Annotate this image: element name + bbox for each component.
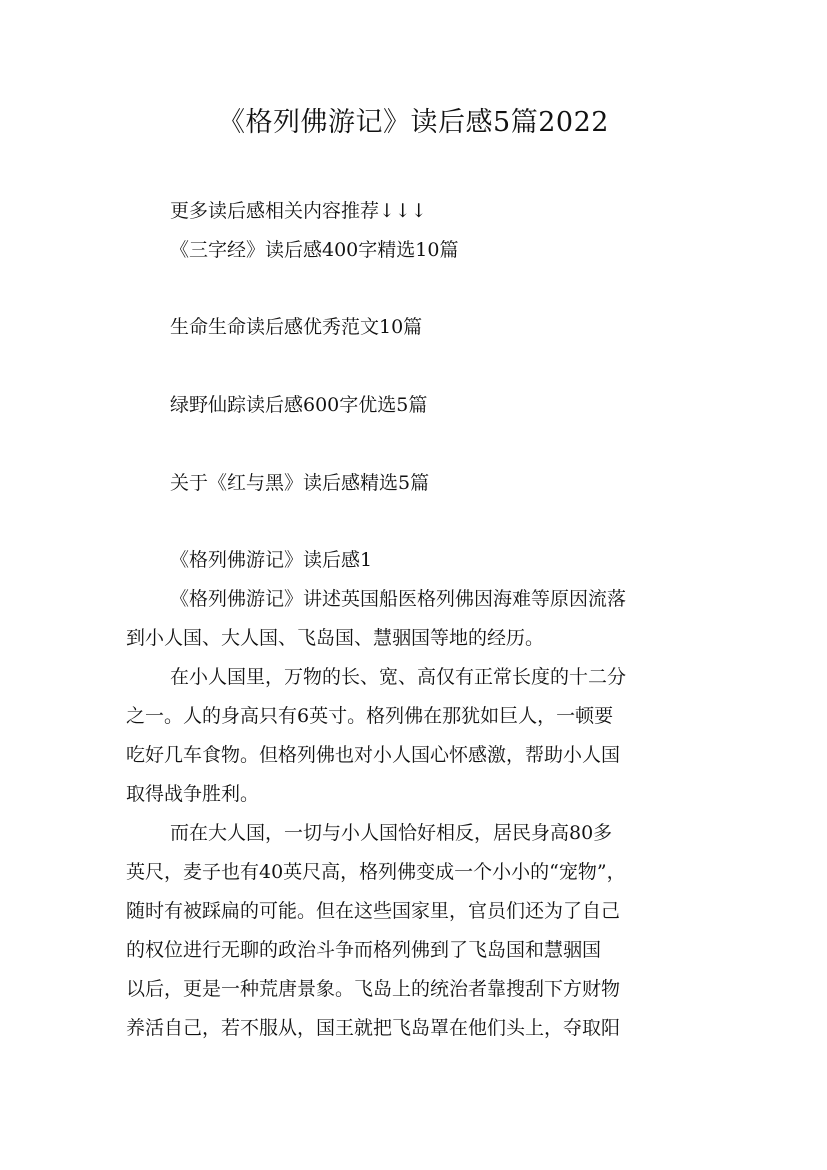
document-title: 《格列佛游记》读后感5篇2022 <box>218 107 609 138</box>
section-title: 《格列佛游记》读后感1 <box>170 549 373 571</box>
recommend-link-2[interactable]: 生命生命读后感优秀范文10篇 <box>170 316 423 338</box>
paragraph-1-line-2: 到小人国、大人国、飞岛国、慧骃国等地的经历。 <box>126 627 545 649</box>
recommend-heading: 更多读后感相关内容推荐↓↓↓ <box>170 200 427 222</box>
paragraph-2-line-3: 吃好几车食物。但格列佛也对小人国心怀感激，帮助小人国 <box>126 744 621 766</box>
paragraph-3-line-1: 而在大人国，一切与小人国恰好相反，居民身高80多 <box>170 822 613 844</box>
paragraph-3-line-5: 以后，更是一种荒唐景象。飞岛上的统治者靠搜刮下方财物 <box>126 978 621 1000</box>
recommend-link-1[interactable]: 《三字经》读后感400字精选10篇 <box>170 239 459 261</box>
paragraph-3-line-6: 养活自己，若不服从，国王就把飞岛罩在他们头上，夺取阳 <box>126 1017 621 1039</box>
recommend-link-3[interactable]: 绿野仙踪读后感600字优选5篇 <box>170 394 428 416</box>
paragraph-3-line-2: 英尺，麦子也有40英尺高，格列佛变成一个小小的“宠物”， <box>126 861 626 883</box>
paragraph-2-line-4: 取得战争胜利。 <box>126 783 260 805</box>
paragraph-1-line-1: 《格列佛游记》讲述英国船医格列佛因海难等原因流落 <box>170 588 627 610</box>
paragraph-3-line-3: 随时有被踩扁的可能。但在这些国家里，官员们还为了自己 <box>126 900 621 922</box>
paragraph-3-line-4: 的权位进行无聊的政治斗争而格列佛到了飞岛国和慧骃国 <box>126 939 602 961</box>
paragraph-2-line-1: 在小人国里，万物的长、宽、高仅有正常长度的十二分 <box>170 666 627 688</box>
recommend-link-4[interactable]: 关于《红与黑》读后感精选5篇 <box>170 472 430 494</box>
paragraph-2-line-2: 之一。人的身高只有6英寸。格列佛在那犹如巨人，一顿要 <box>126 705 614 727</box>
